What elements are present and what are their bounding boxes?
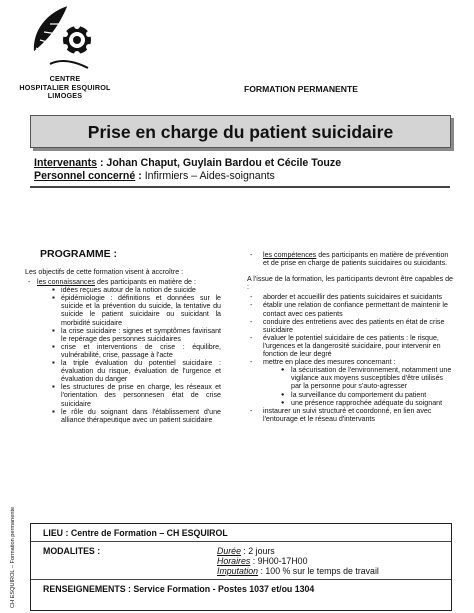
info-box [30,523,452,611]
list-item: ▪ idées reçues autour de la notion de suicide [25,286,221,294]
header-divider [30,186,450,188]
competences-paragraph [247,251,455,267]
info-divider [31,579,451,580]
side-caption [10,498,22,608]
mesures-list [247,366,455,406]
rosette-icon [62,23,92,57]
formation-label: FORMATION PERMANENTE [244,84,358,94]
org-line-3: LIMOGES [47,91,83,101]
horaires-label: Horaires [217,556,251,566]
list-item: - conduire des entretiens avec des patients en état de crise suicidaire [247,318,455,334]
competences-suffix: des participants en matière de prévention et de prise en charge de patients suicidaires ou suicidants. [263,251,449,268]
list-item: ▪ crise et interventions de crise : équilibre, vulnérabilité, crise, passage à l'acte [25,343,221,359]
horaires-value: : 9H00-17H00 [250,556,308,566]
connaissances-list [25,286,221,424]
org-line-2: HOSPITALIER ESQUIROL [19,82,111,92]
horaires-line [217,556,307,566]
list-item: ● une présence rapprochée adéquate du soignant [247,399,455,407]
list-item: - établir une relation de confiance permettant de maintenir le contact avec ces patients [247,301,455,317]
list-item: - évaluer le potentiel suicidaire de ces patients : le risque, l'urgences et la dangerosité suicidaire, pour intervenir en fonction de leur degré [247,334,455,358]
connaissances-label: les connaissances [37,278,95,287]
intervenants-label: Intervenants [34,157,97,169]
connaissances-suffix: des participants en matière de : [94,278,196,287]
duree-line [217,546,275,556]
intervenants-sep: : [97,157,107,169]
renseignements-line: RENSEIGNEMENTS : Service Formation - Postes 1037 et/ou 1304 [43,584,315,594]
imputation-value: : 100 % sur le temps de travail [258,566,379,576]
list-item: ● la sécurisation de l'environnement, notamment une vigilance aux moyens susceptibles d'être utilisés par la personne pour s'auto-agresser [247,366,455,390]
imputation-label: Imputation [217,566,259,576]
list-item: ▪ le rôle du soignant dans l'établissement d'une alliance thérapeutique avec un patient suicidaire [25,408,221,424]
personnel-sep: : [135,170,145,182]
list-item: - mettre en place des mesures concernant : [247,358,455,366]
list-item: ▪ la crise suicidaire : signes et symptômes favirisant le repérage des personnes suicidaires [25,327,221,343]
list-item: - aborder et accueillir des patients suicidaires et suicidants [247,293,455,301]
list-item: ▪ épidémiologie : définitions et données sur le suicide et la prévention du suicide, la tentative du suicide le patient suicidaire ou suicidant la morbidité suicidaire [25,294,221,326]
programme-right-column [247,251,455,423]
info-divider [31,541,451,542]
list-item: ▪ les structures de prise en charge, les réseaux et l'orientation des personnesen état de crise suicidaire [25,383,221,407]
page-title: Prise en charge du patient suicidaire [87,122,394,142]
hospital-logo [28,4,94,72]
list-item: ▪ la triple évaluation du potentiel suicidaire : évaluation du risque, évaluation de l'urgence et évaluation du danger [25,359,221,383]
org-line-1: CENTRE [49,74,81,83]
modalites-label: MODALITES : [43,546,101,556]
personnel-value: Infirmiers – Aides-soignants [144,170,275,182]
issue-intro: A l'issue de la formation, les participants devront être capables de : [247,275,454,292]
side-caption-text: CH ESQUIROL – Formation permanente [10,506,16,608]
imputation-line [217,566,379,576]
programme-intro: Les objectifs de cette formation visent à accroître : [25,268,184,276]
programme-left-column [25,268,221,424]
competences-label: les compétences [263,251,317,259]
list-item: - instaurer un suivi structuré et coordonné, en lien avec l'entourage et le réseau d'intervants [247,407,455,423]
personnel-line [34,170,275,182]
intervenants-line [34,157,341,169]
duree-value: : 2 jours [240,546,275,556]
duree-label: Durée [217,546,241,556]
organization-name [6,75,124,101]
personnel-label: Personnel concerné [34,170,136,182]
list-item: ● la surveillance du comportement du patient [247,391,455,399]
lieu-line: LIEU : Centre de Formation – CH ESQUIROL [43,528,228,538]
programme-title: PROGRAMME : [40,248,117,260]
title-box [30,115,451,148]
intervenants-value: Johan Chaput, Guylain Bardou et Cécile Touze [106,157,342,169]
